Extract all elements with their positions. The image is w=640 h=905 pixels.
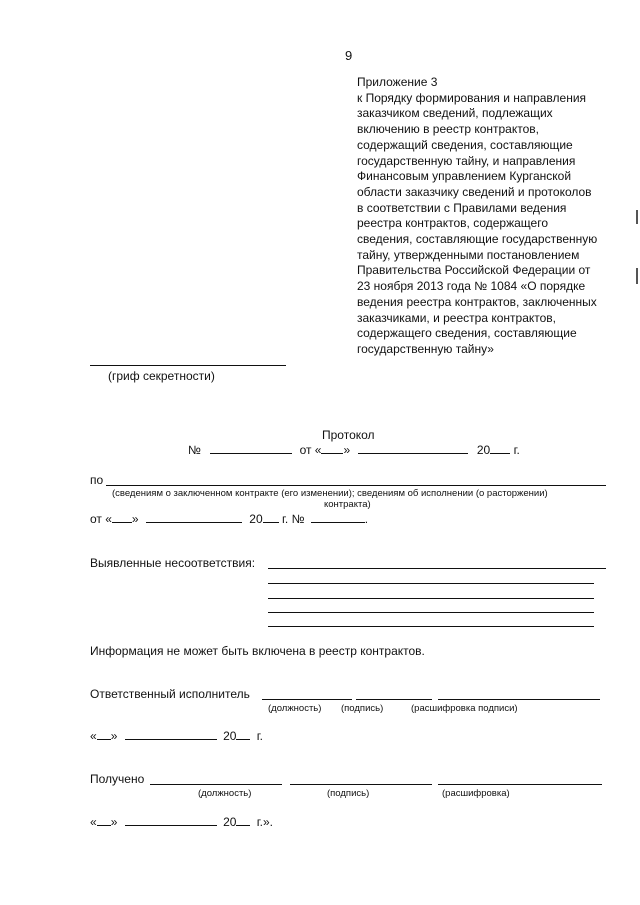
year-prefix: 20: [223, 815, 237, 829]
received-label: Получено: [90, 772, 145, 786]
quote-close: »: [110, 729, 118, 743]
contract-month-field[interactable]: [146, 521, 242, 523]
appendix-line: тайну, утвержденными постановлением: [357, 247, 580, 262]
received-day-field[interactable]: [97, 824, 111, 826]
quote-open: «: [90, 815, 97, 829]
discrepancies-label: Выявленные несоответствия:: [90, 556, 256, 570]
responsible-year-field[interactable]: [236, 738, 250, 740]
protocol-number-row: [188, 443, 520, 457]
caption-position: (должность): [198, 788, 252, 799]
appendix-line: Приложение 3: [357, 75, 438, 89]
appendix-line: заказчиком сведений, подлежащих: [357, 106, 553, 121]
po-caption-line1: (сведениям о заключенном контракте (его изменении); сведениям об исполнении (о расторжении): [112, 488, 548, 499]
scan-mark: [636, 268, 638, 284]
discrepancies-line-4[interactable]: [268, 612, 594, 613]
received-month-field[interactable]: [125, 824, 217, 826]
appendix-line: заказчиками, и реестра контрактов,: [357, 310, 556, 325]
from-label: от «: [299, 443, 322, 457]
info-text: Информация не может быть включена в реестр контрактов.: [90, 644, 425, 658]
year-prefix: 20: [249, 512, 263, 526]
contract-year-field[interactable]: [263, 521, 279, 523]
year-suffix: г.: [513, 443, 520, 457]
quote-close: »: [110, 815, 118, 829]
protocol-number-field[interactable]: [210, 452, 292, 454]
po-field[interactable]: [106, 485, 606, 486]
po-label: по: [90, 473, 104, 487]
contract-day-field[interactable]: [112, 521, 132, 523]
period: .: [364, 512, 369, 526]
caption-position: (должность): [268, 703, 322, 714]
number-sign: №: [188, 443, 201, 457]
year-prefix: 20: [476, 443, 491, 457]
appendix-line: включению в реестр контрактов,: [357, 122, 539, 137]
appendix-line: области заказчику сведений и протоколов: [357, 184, 592, 199]
protocol-day-field[interactable]: [321, 452, 343, 454]
responsible-position-field[interactable]: [262, 699, 352, 700]
year-prefix: 20: [223, 729, 237, 743]
received-year-field[interactable]: [236, 824, 250, 826]
appendix-line: Финансовым управлением Курганской: [357, 169, 572, 184]
appendix-line: в соответствии с Правилами ведения: [357, 200, 567, 215]
appendix-line: государственную тайну, и направления: [357, 153, 576, 168]
quote-close: »: [131, 512, 139, 526]
appendix-line: 23 ноября 2013 года № 1084 «О порядке: [357, 279, 586, 294]
caption-signature: (подпись): [341, 703, 384, 714]
responsible-decoding-field[interactable]: [438, 699, 600, 700]
page-number: 9: [345, 48, 353, 63]
appendix-line: сведения, составляющие государственную: [357, 232, 598, 247]
contract-number-field[interactable]: [311, 521, 365, 523]
year-suffix-number: г. №: [282, 512, 305, 526]
contract-date-row: [90, 512, 368, 526]
discrepancies-line-2[interactable]: [268, 583, 594, 584]
discrepancies-line-3[interactable]: [268, 598, 594, 599]
discrepancies-line-5[interactable]: [268, 626, 594, 627]
po-caption-line2: контракта): [324, 499, 371, 510]
received-decoding-field[interactable]: [438, 784, 602, 785]
protocol-year-field[interactable]: [490, 452, 510, 454]
caption-decoding: (расшифровка): [442, 788, 510, 799]
received-position-field[interactable]: [150, 784, 282, 785]
protocol-month-field[interactable]: [358, 452, 468, 454]
appendix-line: государственную тайну»: [357, 341, 494, 356]
received-date-row: [90, 815, 273, 829]
responsible-day-field[interactable]: [97, 738, 111, 740]
appendix-line: содержащий сведения, составляющие: [357, 137, 573, 152]
responsible-date-row: [90, 729, 263, 743]
responsible-signature-field[interactable]: [356, 699, 432, 700]
responsible-month-field[interactable]: [125, 738, 217, 740]
caption-decoding: (расшифровка подписи): [411, 703, 518, 714]
appendix-line: Правительства Российской Федерации от: [357, 263, 591, 278]
caption-signature: (подпись): [327, 788, 370, 799]
scan-mark: [636, 210, 638, 224]
appendix-line: реестра контрактов, содержащего: [357, 216, 548, 231]
secrecy-label: (гриф секретности): [108, 369, 215, 383]
appendix-line: содержащего сведения, составляющие: [357, 326, 577, 341]
quote-close: »: [343, 443, 351, 457]
quote-open: «: [90, 729, 97, 743]
appendix-line: ведения реестра контрактов, заключенных: [357, 294, 597, 309]
from-label: от «: [90, 512, 112, 526]
year-suffix: г.: [256, 729, 264, 743]
discrepancies-line-1[interactable]: [268, 568, 606, 569]
appendix-block: [357, 75, 622, 358]
year-suffix: г.».: [256, 815, 274, 829]
secrecy-line: [90, 365, 286, 366]
received-signature-field[interactable]: [290, 784, 432, 785]
responsible-label: Ответственный исполнитель: [90, 687, 250, 701]
protocol-title: Протокол: [322, 428, 375, 442]
appendix-line: к Порядку формирования и направления: [357, 90, 587, 105]
